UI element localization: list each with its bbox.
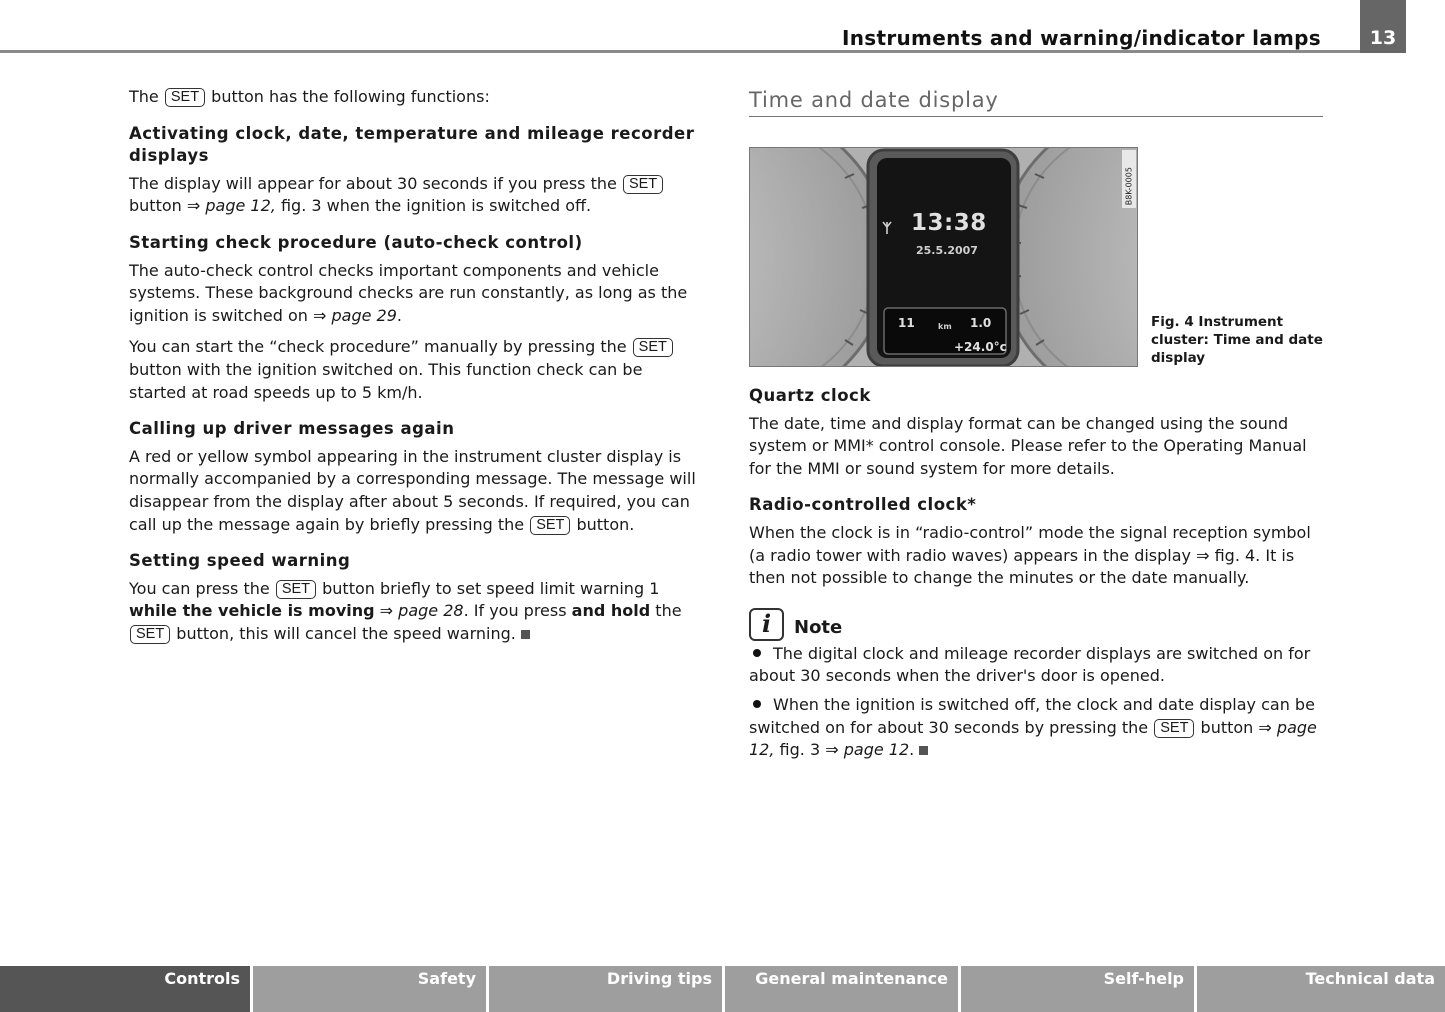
end-mark-icon: [919, 746, 928, 755]
paragraph: You can start the “check procedure” manually by pressing the SET button with the ignition switched on. This function check can be started at road speeds up to 5 km/h.: [129, 336, 701, 404]
tab-safety[interactable]: Safety: [253, 966, 486, 1012]
section-heading: Starting check procedure (auto-check control): [129, 232, 583, 252]
footer-tab-bar: [0, 966, 1445, 1012]
set-key-label: SET: [276, 580, 316, 599]
figure-caption: Fig. 4 Instrument cluster: Time and date display: [1151, 314, 1323, 366]
figure-block: [749, 147, 1323, 369]
section-heading: Radio-controlled clock*: [749, 495, 977, 515]
paragraph: You can press the SET button briefly to set speed limit warning 1 while the vehicle is moving ⇒ page 28. If you press and hold the SET button, this will cancel the speed warning.: [129, 578, 682, 643]
note-bullet: When the ignition is switched off, the clock and date display can be switched on for about 30 seconds by pressing the SET button ⇒ page 12, fig. 3 ⇒ page 12.: [749, 694, 1317, 760]
tab-self-help[interactable]: Self-help: [961, 966, 1194, 1012]
page-reference: page 12,: [205, 196, 276, 216]
page-number: 13: [1360, 0, 1406, 53]
display-unit: km: [938, 322, 952, 331]
note-header: [749, 608, 1323, 641]
set-key-label: SET: [530, 516, 570, 535]
bold-text: while the vehicle is moving: [129, 601, 375, 621]
arrow-icon: ⇒: [379, 601, 394, 621]
bullet-icon: [753, 700, 761, 708]
note-bullet: The digital clock and mileage recorder displays are switched on for about 30 seconds when the driver's door is opened.: [749, 643, 1311, 686]
page-reference: page 12: [843, 740, 910, 760]
set-key-label: SET: [130, 625, 170, 644]
info-note-icon: i: [749, 608, 784, 641]
page-reference: page 29: [331, 305, 397, 325]
display-date: 25.5.2007: [916, 244, 978, 257]
set-key-label: SET: [623, 175, 663, 194]
paragraph: The date, time and display format can be changed using the sound system or MMI* control console. Please refer to the Operating Manual for the MMI or sound system for more details.: [749, 413, 1307, 478]
tab-technical-data[interactable]: Technical data: [1197, 966, 1445, 1012]
end-mark-icon: [521, 630, 530, 639]
intro-paragraph: The SET button has the following functions:: [129, 87, 490, 106]
note-title: Note: [794, 616, 843, 638]
header-rule: [0, 50, 1360, 53]
paragraph: When the clock is in “radio-control” mode the signal reception symbol (a radio tower with radio waves) appears in the display ⇒ fig. 4. It is then not possible to change the minutes or the date manually.: [749, 522, 1311, 588]
section-heading: Quartz clock: [749, 386, 871, 405]
tab-controls[interactable]: Controls: [0, 966, 250, 1012]
section-heading: Setting speed warning: [129, 551, 351, 571]
bold-text: and hold: [571, 601, 651, 621]
display-time: 13:38: [911, 210, 987, 236]
arrow-icon: ⇒: [186, 196, 201, 216]
paragraph: A red or yellow symbol appearing in the instrument cluster display is normally accompanied by a corresponding message. The message will disappear from the display after about 5 seconds. If required, you can call up the message again by briefly pressing the SET button.: [129, 446, 696, 534]
arrow-icon: ⇒: [1258, 717, 1272, 737]
arrow-icon: ⇒: [312, 305, 327, 325]
section-heading: Activating clock, date, temperature and mileage recorder displays: [129, 123, 695, 166]
section-heading: Calling up driver messages again: [129, 419, 455, 439]
right-column: [749, 86, 1323, 768]
section-title: Time and date display: [749, 86, 1323, 117]
bullet-icon: [753, 649, 761, 657]
page-reference: page 28: [398, 601, 464, 621]
tab-driving-tips[interactable]: Driving tips: [489, 966, 722, 1012]
tab-general-maintenance[interactable]: General maintenance: [725, 966, 958, 1012]
arrow-icon: ⇒: [825, 740, 839, 760]
page-reference: page 12,: [749, 717, 1317, 760]
set-key-label: SET: [1154, 719, 1194, 738]
display-temperature: +24.0°c: [954, 340, 1007, 354]
paragraph: The auto-check control checks important components and vehicle systems. These background checks are run constantly, as long as the ignition is switched on ⇒ page 29.: [129, 260, 688, 325]
set-key-label: SET: [165, 88, 205, 107]
instrument-cluster-figure: [749, 147, 1138, 367]
page-header-title: Instruments and warning/indicator lamps: [842, 26, 1321, 50]
left-column: [129, 86, 701, 654]
figure-code: B8K-0005: [1124, 167, 1134, 206]
arrow-icon: ⇒: [1196, 545, 1210, 565]
set-key-label: SET: [633, 338, 673, 357]
display-value: 1.0: [970, 316, 992, 330]
display-trip: 11: [898, 316, 915, 330]
paragraph: The display will appear for about 30 seconds if you press the SET button ⇒ page 12, fig. 3 when the ignition is switched off.: [129, 173, 701, 218]
